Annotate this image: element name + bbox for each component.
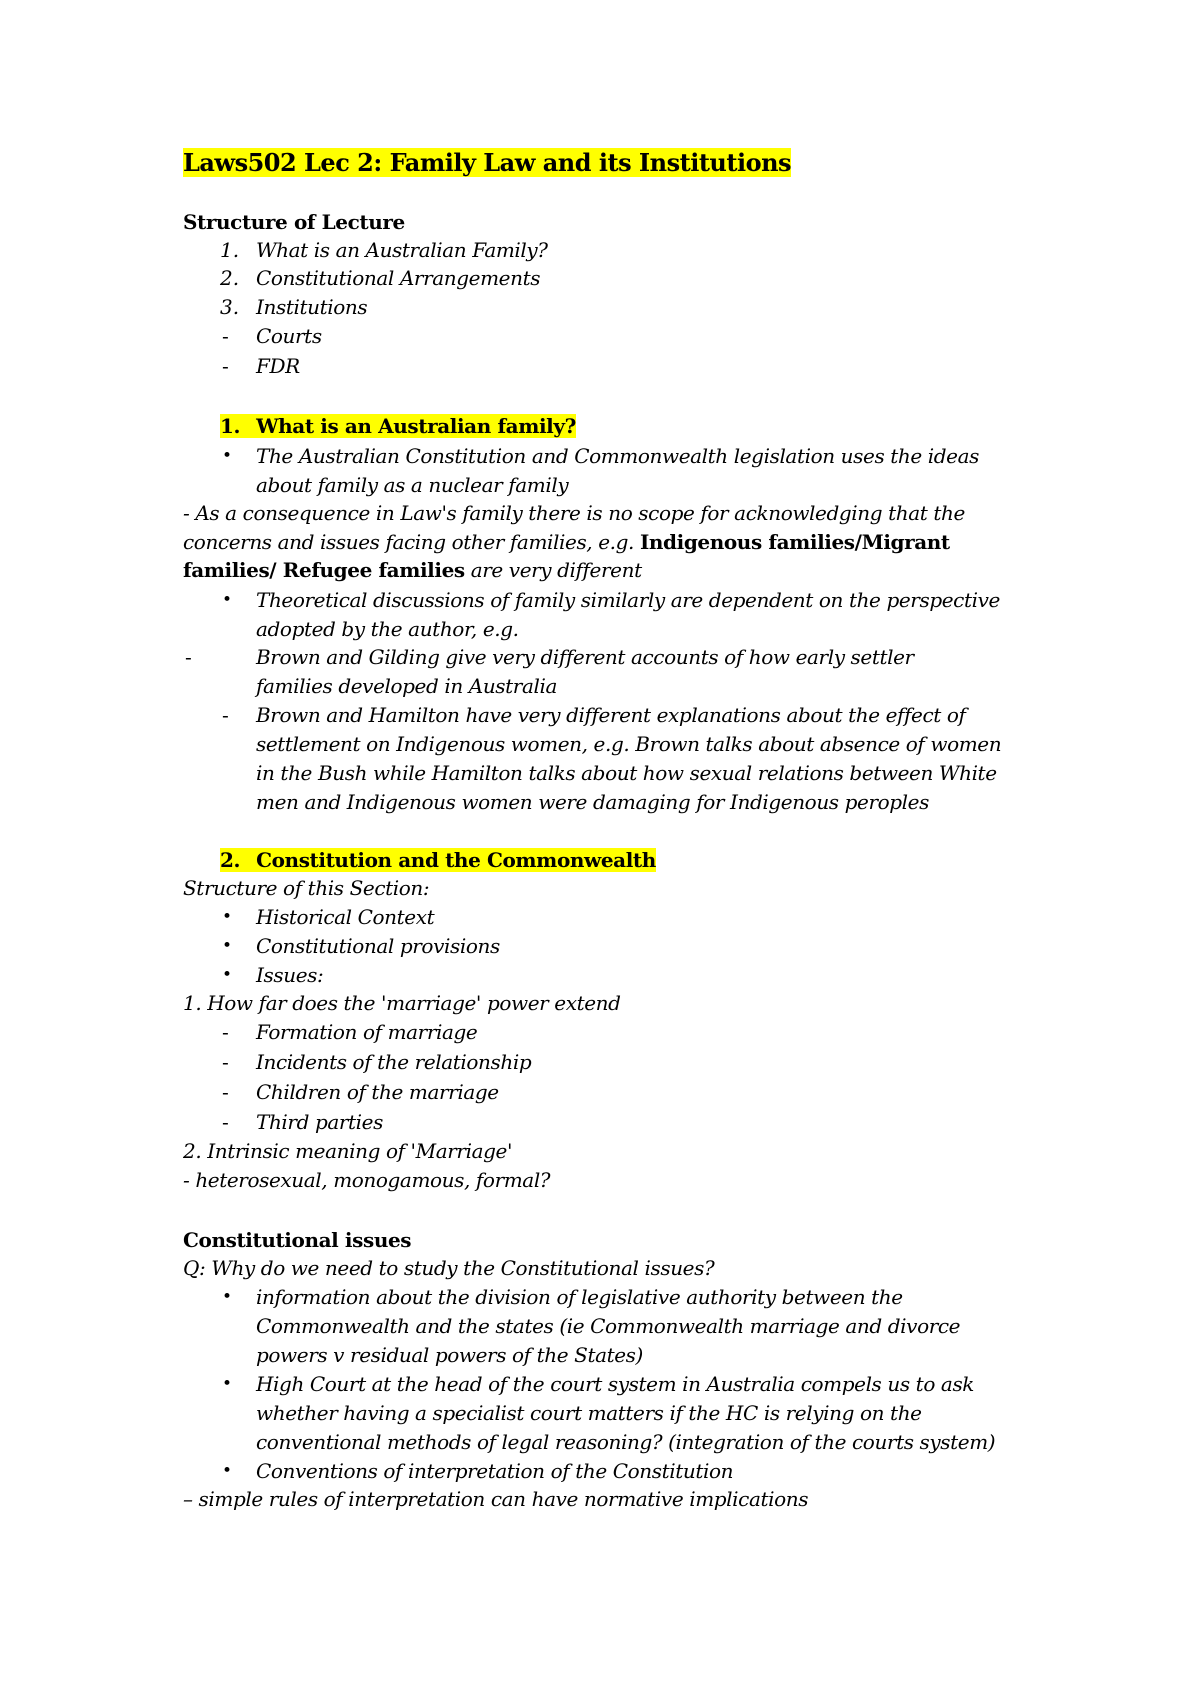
section-1-heading: 1. What is an Australian family?: [220, 414, 576, 438]
dash-marker: -: [222, 1110, 229, 1134]
paragraph-line: - As a consequence in Law's family there is no scope for acknowledging that the: [183, 501, 965, 525]
list-item: FDR: [256, 354, 300, 378]
bullet-icon: •: [222, 907, 233, 927]
bullet-text: adopted by the author, e.g.: [256, 617, 519, 641]
list-marker: 1.: [220, 238, 240, 262]
constitutional-issues-heading: Constitutional issues: [183, 1228, 412, 1252]
bullet-text: conventional methods of legal reasoning? (integration of the courts system): [256, 1430, 996, 1454]
structure-heading: Structure of Lecture: [183, 210, 405, 234]
question-line: 2. Intrinsic meaning of 'Marriage': [183, 1139, 513, 1163]
list-item: men and Indigenous women were damaging for Indigenous peroples: [256, 790, 929, 814]
list-marker: 3.: [220, 295, 240, 319]
list-item: Incidents of the relationship: [256, 1050, 532, 1074]
bullet-icon: •: [222, 590, 233, 610]
page-title: Laws502 Lec 2: Family Law and its Institutions: [183, 148, 792, 177]
bullet-icon: •: [222, 1461, 233, 1481]
bullet-icon: •: [222, 1374, 233, 1394]
dash-marker: -: [222, 1050, 229, 1074]
list-item: Children of the marriage: [256, 1080, 499, 1104]
dash-marker: -: [222, 324, 229, 348]
bullet-text: The Australian Constitution and Commonwealth legislation uses the ideas: [256, 444, 980, 468]
list-item: settlement on Indigenous women, e.g. Brown talks about absence of women: [256, 732, 1002, 756]
dash-marker: -: [185, 645, 192, 669]
list-item: Brown and Hamilton have very different explanations about the effect of: [256, 703, 966, 727]
list-item: Institutions: [256, 295, 368, 319]
list-item: Formation of marriage: [256, 1020, 478, 1044]
list-item: Constitutional Arrangements: [256, 266, 541, 290]
structure-label: Structure of this Section:: [183, 876, 430, 900]
list-item: in the Bush while Hamilton talks about how sexual relations between White: [256, 761, 997, 785]
list-item: Third parties: [256, 1110, 383, 1134]
dash-marker: -: [222, 703, 229, 727]
bullet-text: Constitutional provisions: [256, 934, 500, 958]
section-2-heading: 2. Constitution and the Commonwealth: [220, 848, 656, 872]
bullet-text: Issues:: [256, 963, 324, 987]
question-detail: - heterosexual, monogamous, formal?: [183, 1168, 551, 1192]
closing-line: – simple rules of interpretation can have normative implications: [183, 1487, 809, 1511]
bullet-text: Historical Context: [256, 905, 435, 929]
dash-marker: -: [222, 1020, 229, 1044]
bullet-text: High Court at the head of the court system in Australia compels us to ask: [256, 1372, 975, 1396]
bullet-text: Theoretical discussions of family similarly are dependent on the perspective: [256, 588, 1000, 612]
bullet-text: information about the division of legislative authority between the: [256, 1285, 903, 1309]
bullet-text: Conventions of interpretation of the Constitution: [256, 1459, 734, 1483]
dash-marker: -: [222, 1080, 229, 1104]
paragraph-line: concerns and issues facing other families, e.g. Indigenous families/Migrant: [183, 530, 950, 554]
bullet-icon: •: [222, 1287, 233, 1307]
paragraph-line: families/ Refugee families are very different: [183, 558, 642, 582]
question-line: 1. How far does the 'marriage' power extend: [183, 991, 621, 1015]
list-item: What is an Australian Family?: [256, 238, 548, 262]
dash-marker: -: [222, 354, 229, 378]
bullet-text: whether having a specialist court matters if the HC is relying on the: [256, 1401, 922, 1425]
bullet-icon: •: [222, 965, 233, 985]
list-item: families developed in Australia: [256, 674, 558, 698]
bullet-text: Commonwealth and the states (ie Commonwealth marriage and divorce: [256, 1314, 961, 1338]
question-line: Q: Why do we need to study the Constitutional issues?: [183, 1256, 715, 1280]
bullet-text: powers v residual powers of the States): [256, 1343, 643, 1367]
bullet-text: about family as a nuclear family: [256, 473, 569, 497]
list-item: Brown and Gilding give very different accounts of how early settler: [256, 645, 914, 669]
list-marker: 2.: [220, 266, 240, 290]
bullet-icon: •: [222, 446, 233, 466]
list-item: Courts: [256, 324, 322, 348]
bullet-icon: •: [222, 936, 233, 956]
